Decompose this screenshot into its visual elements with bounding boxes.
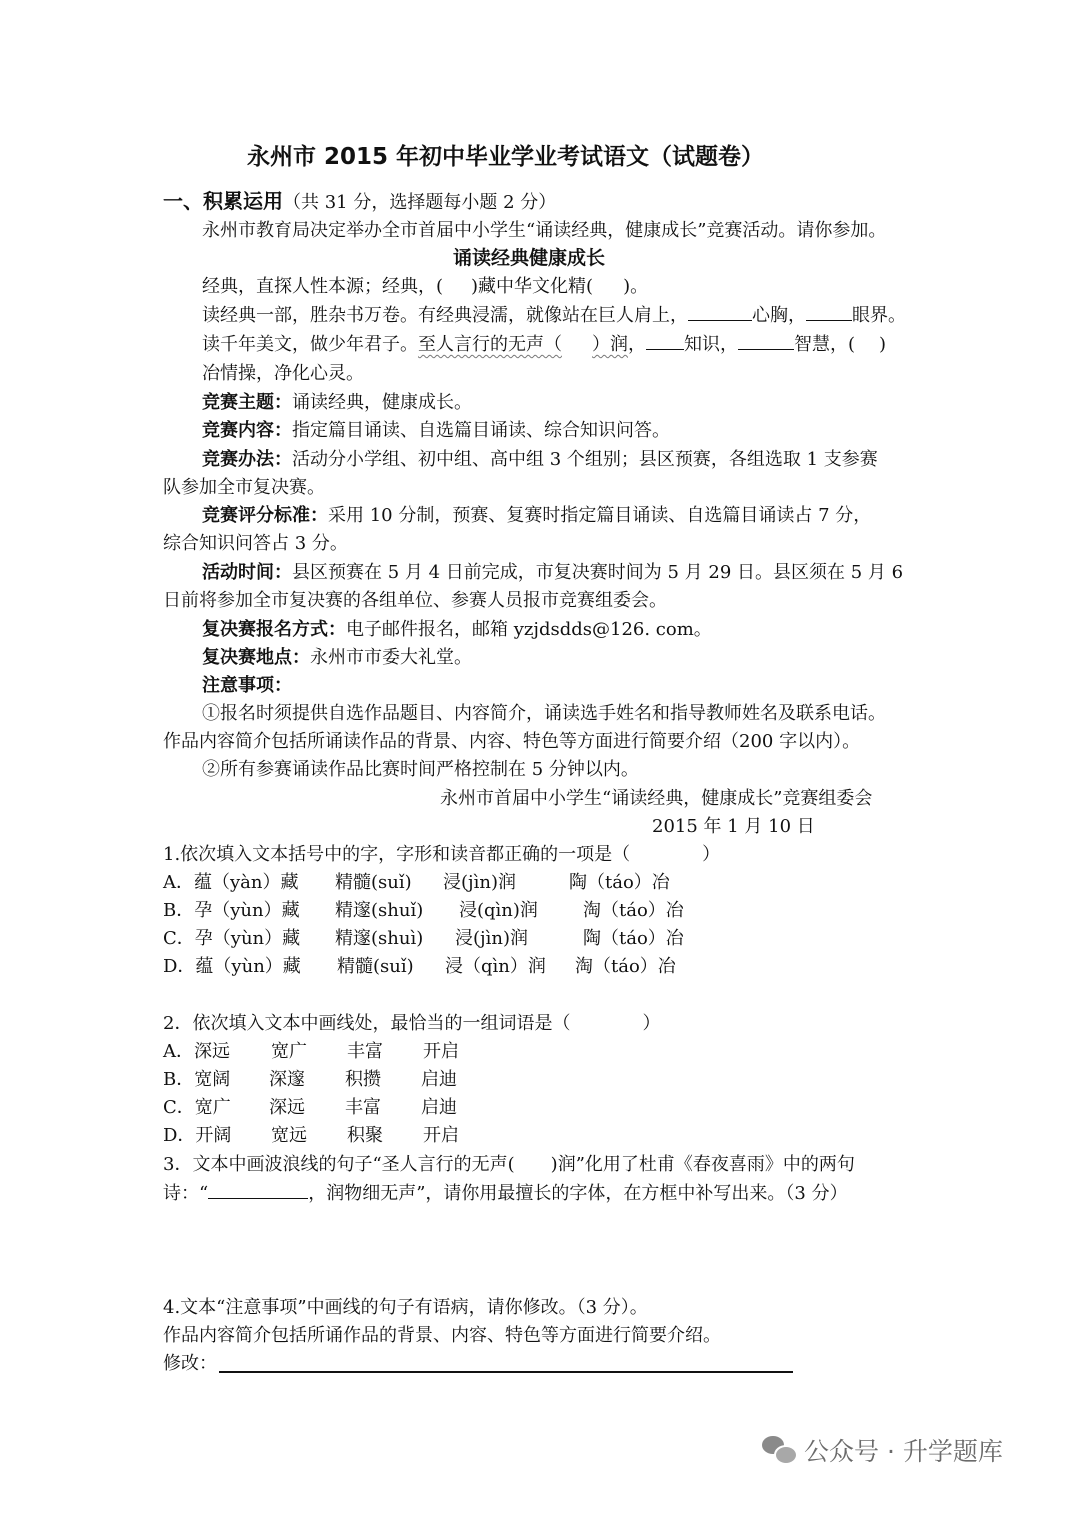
- option-cell: 积聚: [347, 1125, 383, 1146]
- q1-option-b: [163, 899, 684, 923]
- wavy-underlined-sentence: [418, 334, 628, 355]
- contest-time-cont: 日前将参加全市复决赛的各组单位、参赛人员报市竞赛组委会。: [163, 590, 667, 611]
- option-cell: 精髓(suǐ): [335, 872, 412, 893]
- option-cell: 浸(qìn)润: [459, 900, 538, 921]
- field-value: 指定篇目诵读、自选篇目诵读、综合知识问答。: [292, 420, 670, 441]
- contest-signup: [202, 618, 712, 642]
- field-value: 永州市市委大礼堂。: [310, 647, 472, 668]
- answer-blank[interactable]: [208, 1182, 308, 1199]
- field-label: 注意事项：: [202, 675, 292, 696]
- option-cell: 陶（táo）冶: [583, 928, 684, 949]
- option-cell: 淘（táo）冶: [583, 900, 684, 921]
- field-value: 采用 10 分制，预赛、复赛时指定篇目诵读、自选篇目诵读占 7 分，: [328, 505, 872, 526]
- passage-line: [202, 275, 648, 299]
- field-label: 活动时间：: [202, 562, 292, 583]
- option-cell: A．深远: [163, 1041, 230, 1062]
- contest-content: [202, 419, 670, 443]
- answer-line[interactable]: [219, 1371, 793, 1373]
- option-cell: 开启: [423, 1041, 459, 1062]
- section-title: 一、积累运用: [163, 189, 283, 213]
- field-value: 县区预赛在 5 月 4 日前完成，市复决赛时间为 5 月 29 日。县区须在 5 月 6: [292, 562, 904, 583]
- passage-text: ，: [628, 334, 646, 355]
- note-item-1: ①报名时须提供自选作品题目、内容简介，诵读选手姓名和指导教师姓名及联系电话。: [202, 703, 886, 724]
- option-cell: A．蕴（yàn）藏: [163, 872, 299, 893]
- option-cell: B．宽阔: [163, 1069, 231, 1090]
- blank-line: [738, 333, 794, 350]
- question-3-stem: 3．文本中画波浪线的句子“圣人言行的无声( )润”化用了杜甫《春夜喜雨》中的两句: [163, 1154, 855, 1175]
- field-value: 电子邮件报名，邮箱 yzjdsdds@126. com。: [346, 619, 712, 640]
- q1-option-c: [163, 927, 684, 951]
- passage-text: 知识，: [684, 334, 738, 355]
- passage-text: 读经典一部，胜杂书万卷。有经典浸濡，就像站在巨人肩上，: [202, 305, 688, 326]
- option-cell: 淘（táo）冶: [575, 956, 676, 977]
- field-label: 竞赛办法：: [202, 449, 292, 470]
- question-4-sentence: 作品内容简介包括所诵作品的背景、内容、特色等方面进行简要介绍。: [163, 1325, 721, 1346]
- option-cell: C．孕（yùn）藏: [163, 928, 301, 949]
- option-cell: 浸（qìn）润: [445, 956, 546, 977]
- passage-text: ，润物细无声”，请你用最擅长的字体，在方框中补写出来。（3 分）: [308, 1183, 848, 1204]
- passage-text: 眼界。: [852, 305, 906, 326]
- field-value: 活动分小学组、初中组、高中组 3 个组别；县区预赛，各组选取 1 支参赛: [292, 449, 878, 470]
- field-label: 竞赛评分标准：: [202, 505, 328, 526]
- wechat-icon: [762, 1436, 796, 1464]
- passage-text: 读千年美文，做少年君子。: [202, 334, 418, 355]
- option-cell: 丰富: [347, 1041, 383, 1062]
- passage-line: [202, 333, 886, 357]
- option-cell: 浸(jìn)润: [455, 928, 528, 949]
- question-4-stem: 4.文本“注意事项”中画线的句子有语病，请你修改。（3 分）。: [163, 1297, 648, 1318]
- question-4-fix-label: 修改：: [163, 1353, 217, 1374]
- q1-option-a: [163, 871, 670, 895]
- option-cell: C．宽广: [163, 1097, 231, 1118]
- contest-time: [202, 561, 903, 585]
- passage-text: 经典，直探人性本源；经典，(: [202, 276, 444, 297]
- passage-text: 诗：“: [163, 1183, 209, 1204]
- contest-score: [202, 504, 871, 528]
- option-cell: 精邃(shuǐ): [335, 900, 424, 921]
- option-cell: 丰富: [345, 1097, 381, 1118]
- option-cell: 精髓(suǐ): [337, 956, 414, 977]
- option-cell: 启迪: [421, 1097, 457, 1118]
- option-cell: B．孕（yùn）藏: [163, 900, 300, 921]
- option-cell: 宽广: [271, 1041, 307, 1062]
- field-label: 竞赛内容：: [202, 420, 292, 441]
- q1-option-d: [163, 955, 676, 979]
- passage-text: ): [879, 334, 887, 355]
- option-cell: D．蕴（yùn）藏: [163, 956, 301, 977]
- blank-line: [688, 304, 752, 321]
- contest-theme: [202, 391, 472, 415]
- option-cell: 精邃(shuì): [335, 928, 424, 949]
- note-item-1-cont: 作品内容简介包括所诵读作品的背景、内容、特色等方面进行简要介绍（200 字以内）。: [163, 731, 861, 752]
- blank-line: [646, 333, 684, 350]
- passage-text: )。: [623, 276, 649, 297]
- watermark-text: 公众号 · 升学题库: [804, 1437, 1003, 1466]
- field-label: 复决赛报名方式：: [202, 619, 346, 640]
- question-2-stem: 2．依次填入文本中画线处，最恰当的一组词语是（ ）: [163, 1013, 661, 1034]
- blank-line: [806, 304, 852, 321]
- q2-option-a: [163, 1040, 459, 1064]
- q2-option-b: [163, 1068, 457, 1092]
- passage-text: )藏中华文化精(: [471, 276, 594, 297]
- passage-line: [202, 304, 906, 328]
- contest-venue: [202, 646, 472, 670]
- passage-text: 智慧，(: [794, 334, 856, 355]
- note-item-2: ②所有参赛诵读作品比赛时间严格控制在 5 分钟以内。: [202, 759, 639, 780]
- contest-score-cont: 综合知识问答占 3 分。: [163, 533, 348, 554]
- section-intro: 永州市教育局决定举办全市首届中小学生“诵读经典，健康成长”竞赛活动。请你参加。: [202, 220, 887, 241]
- q2-option-c: [163, 1096, 457, 1120]
- option-cell: 浸(jìn)润: [443, 872, 516, 893]
- page-title: 永州市 2015 年初中毕业学业考试语文（试题卷）: [247, 144, 765, 170]
- passage-text: 心胸，: [752, 305, 806, 326]
- passage-text: 至人言行的无声（: [418, 334, 562, 355]
- issue-date: 2015 年 1 月 10 日: [652, 816, 815, 837]
- option-cell: 深邃: [269, 1069, 305, 1090]
- option-cell: 宽远: [271, 1125, 307, 1146]
- organizer: 永州市首届中小学生“诵读经典，健康成长”竞赛组委会: [440, 788, 873, 809]
- question-1-stem: 1.依次填入文本括号中的字，字形和读音都正确的一项是（ ）: [163, 844, 721, 865]
- section-note: （共 31 分，选择题每小题 2 分）: [283, 192, 557, 213]
- option-cell: D．开阔: [163, 1125, 232, 1146]
- watermark: [762, 1432, 1003, 1468]
- passage-text: ）润: [592, 334, 628, 355]
- option-cell: 积攒: [345, 1069, 381, 1090]
- field-value: 诵读经典，健康成长。: [292, 392, 472, 413]
- contest-method-cont: 队参加全市复决赛。: [163, 477, 325, 498]
- contest-notes-label: [202, 674, 292, 698]
- contest-method: [202, 448, 878, 472]
- passage-line: 冶情操，净化心灵。: [202, 363, 364, 384]
- field-label: 竞赛主题：: [202, 392, 292, 413]
- option-cell: 开启: [423, 1125, 459, 1146]
- option-cell: 陶（táo）冶: [569, 872, 670, 893]
- section-heading: [163, 189, 556, 215]
- passage-title: 诵读经典健康成长: [453, 247, 606, 269]
- option-cell: 深远: [269, 1097, 305, 1118]
- question-3-line2: [163, 1182, 848, 1206]
- q2-option-d: [163, 1124, 459, 1148]
- field-label: 复决赛地点：: [202, 647, 310, 668]
- option-cell: 启迪: [421, 1069, 457, 1090]
